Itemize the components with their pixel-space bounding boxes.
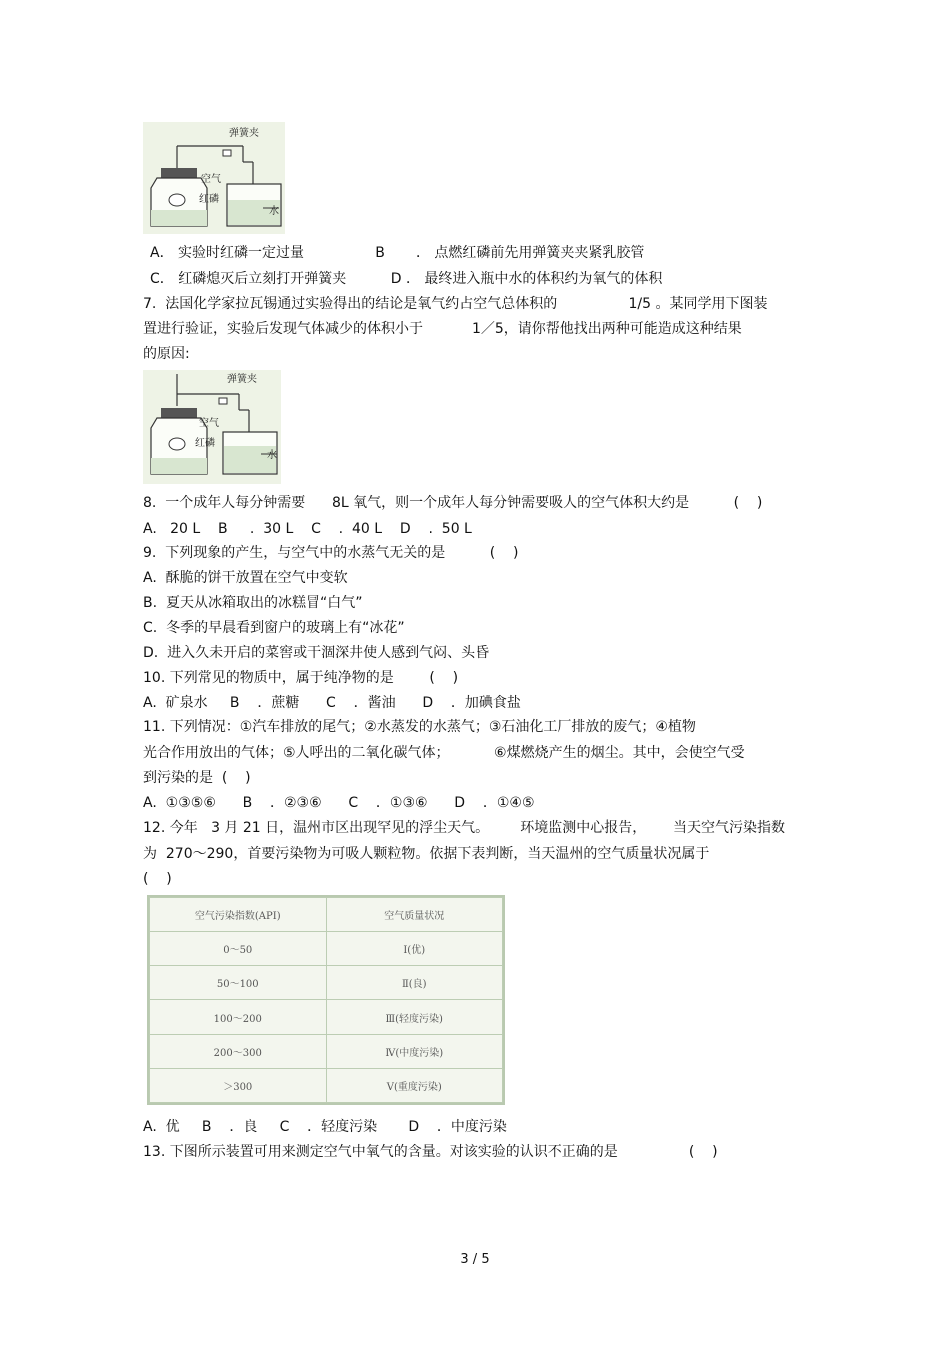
label-clip: 弹簧夹 <box>227 374 257 385</box>
q6-option-ab: A． 实验时红磷一定过量 B ． 点燃红磷前先用弹簧夹夹紧乳胶管 <box>150 245 645 261</box>
table-header-row <box>150 898 503 932</box>
q12-line-1: 12. 今年 3 月 21 日，温州市区出现罕见的浮尘天气。 环境监测中心报告， 当天空气污染指数 <box>143 820 785 836</box>
table-cell: Ⅳ(中度污染) <box>326 1034 503 1068</box>
table-cell: Ⅲ(轻度污染) <box>326 1000 503 1034</box>
q13-stem: 13. 下图所示装置可用来测定空气中氧气的含量。对该实验的认识不正确的是 ( ) <box>143 1144 718 1160</box>
q9-option-c: C. 冬季的早晨看到窗户的玻璃上有“冰花” <box>143 620 405 636</box>
q11-line-3: 到污染的是 ( ) <box>143 770 251 786</box>
table-row <box>150 1000 503 1034</box>
table-row <box>150 1034 503 1068</box>
label-phosphorus: 红磷 <box>195 438 215 449</box>
q11-line-1: 11. 下列情况：①汽车排放的尾气；②水蒸发的水蒸气；③石油化工厂排放的废气；④植物 <box>143 719 696 735</box>
q6-option-cd: C． 红磷熄灭后立刻打开弹簧夹 D ． 最终进入瓶中水的体积约为氧气的体积 <box>150 271 663 287</box>
q12-line-3: ( ) <box>143 871 172 887</box>
q8-stem: 8. 一个成年人每分钟需要 8L 氧气，则一个成年人每分钟需要吸人的空气体积大约是 ( ) <box>143 495 763 511</box>
q9-option-d: D. 进入久未开启的菜窖或干涸深井使人感到气闷、头昏 <box>143 645 490 661</box>
label-clip: 弹簧夹 <box>229 128 259 139</box>
apparatus-figure-2 <box>143 370 281 484</box>
table-cell: 50～100 <box>150 966 327 1000</box>
apparatus-diagram-1 <box>143 122 285 234</box>
q7-line-2: 置进行验证，实验后发现气体减少的体积小于 1／5，请你帮他找出两种可能造成这种结果 <box>143 321 742 337</box>
q7-line-1: 7. 法国化学家拉瓦锡通过实验得出的结论是氧气约占空气总体积的 1/5 。某同学用下图装 <box>143 296 768 312</box>
table-cell: 100～200 <box>150 1000 327 1034</box>
label-water: 水 <box>267 450 277 461</box>
q10-options: A. 矿泉水 B ．蔗糖 C ．酱油 D ．加碘食盐 <box>143 695 521 711</box>
label-phosphorus: 红磷 <box>199 194 219 205</box>
apparatus-diagram-2 <box>143 370 281 484</box>
apparatus-figure-1 <box>143 122 285 234</box>
q9-stem: 9. 下列现象的产生，与空气中的水蒸气无关的是 ( ) <box>143 545 519 561</box>
table-cell: Ⅰ(优) <box>326 932 503 966</box>
q9-option-a: A. 酥脆的饼干放置在空气中变软 <box>143 570 348 586</box>
q8-options: A. 20 L B . 30 L C . 40 L D . 50 L <box>143 521 472 537</box>
label-air: 空气 <box>201 174 221 185</box>
table-cell: Ⅴ(重度污染) <box>326 1068 503 1102</box>
label-water: 水 <box>269 206 279 217</box>
q9-option-b: B. 夏天从冰箱取出的冰糕冒“白气” <box>143 595 363 611</box>
table-cell: ＞300 <box>150 1068 327 1102</box>
q11-line-2: 光合作用放出的气体；⑤人呼出的二氧化碳气体； ⑥煤燃烧产生的烟尘。其中，会使空气受 <box>143 745 745 761</box>
table-row <box>150 932 503 966</box>
table-cell: 0～50 <box>150 932 327 966</box>
page-number: 3 / 5 <box>460 1252 490 1267</box>
table-row <box>150 1068 503 1102</box>
table-header-quality: 空气质量状况 <box>326 898 503 932</box>
api-table <box>147 895 505 1105</box>
q10-stem: 10. 下列常见的物质中，属于纯净物的是 ( ) <box>143 670 459 686</box>
q12-options: A. 优 B ．良 C ．轻度污染 D ．中度污染 <box>143 1119 507 1135</box>
q11-options: A. ①③⑤⑥ B ．②③⑥ C ．①③⑥ D ．①④⑤ <box>143 795 535 811</box>
table-cell: Ⅱ(良) <box>326 966 503 1000</box>
table-header-api: 空气污染指数(API) <box>150 898 327 932</box>
label-air: 空气 <box>199 418 219 429</box>
table-row <box>150 966 503 1000</box>
q7-line-3: 的原因: <box>143 346 190 362</box>
table-cell: 200～300 <box>150 1034 327 1068</box>
q12-line-2: 为 270～290，首要污染物为可吸人颗粒物。依据下表判断，当天温州的空气质量状况属于 <box>143 846 710 862</box>
